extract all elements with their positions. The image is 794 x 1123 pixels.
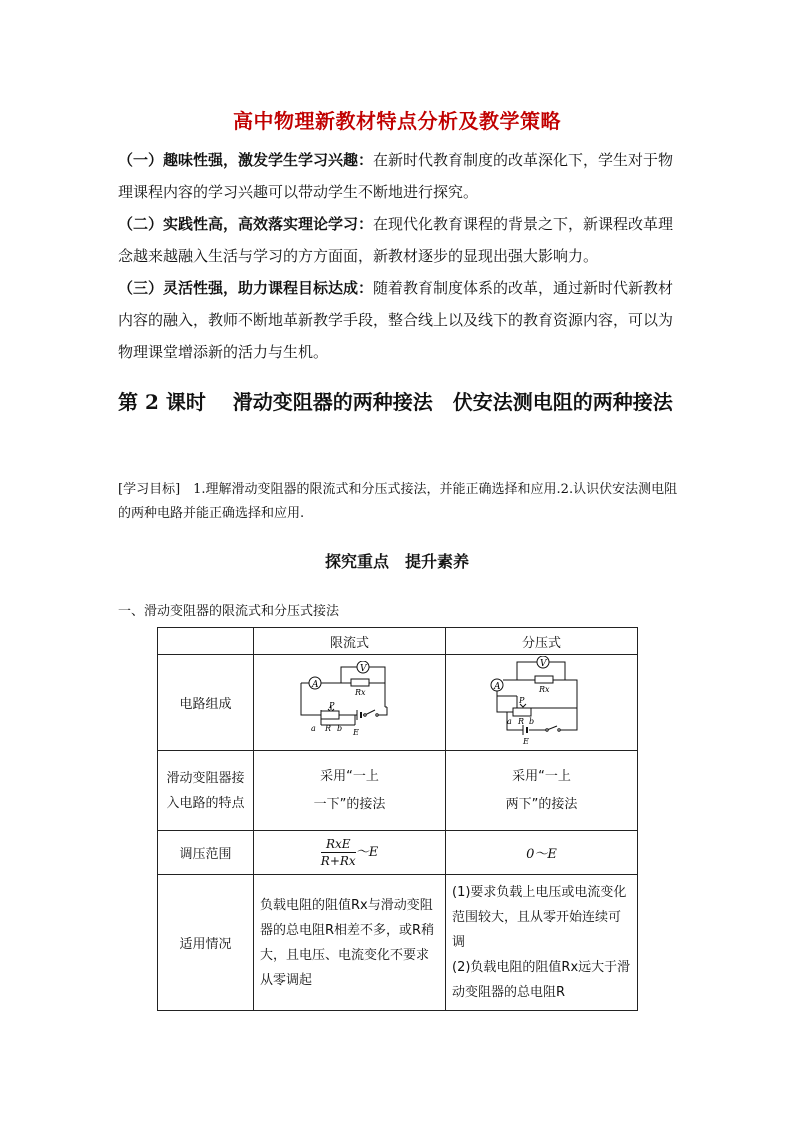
header-divider: 分压式 xyxy=(446,628,638,655)
b-label-2: b xyxy=(528,716,534,726)
limit-usage-cell: 负载电阻的阻值Rx与滑动变阻器的总电阻R相差不多，或R稍大，且电压、电流变化不要求从零调起 xyxy=(254,875,446,1011)
row-label-features: 滑动变阻器接入电路的特点 xyxy=(158,751,254,831)
limit-features-cell xyxy=(254,751,446,831)
table-row-features xyxy=(158,751,638,831)
limit-features-line-1: 采用“一上 xyxy=(320,768,379,784)
p-label: P xyxy=(328,700,334,710)
a-label: a xyxy=(310,723,316,733)
feature-text-1: 在新时代教育制度的改革深化下，学生对于物理课程内容的学习兴趣可以带动学生不断地进行探究。 xyxy=(118,151,674,201)
voltmeter-label-2: V xyxy=(539,658,546,669)
divider-circuit-cell xyxy=(446,655,638,751)
rx-label-2: Rx xyxy=(538,684,550,694)
feature-heading-1: （一）趣味性强，激发学生学习兴趣： xyxy=(118,151,374,169)
a-label-2: a xyxy=(506,716,512,726)
row-label-range: 调压范围 xyxy=(158,831,254,875)
rx-label: Rx xyxy=(354,687,366,697)
feature-text-3: 随着教育制度体系的改革，通过新时代新教材内容的融入，教师不断地革新教学手段，整合线上以及线下的教育资源内容，可以为物理课堂增添新的活力与生机。 xyxy=(118,279,674,361)
voltmeter-label: V xyxy=(359,663,366,674)
limit-range-suffix: ～E xyxy=(355,845,379,860)
limit-circuit-cell xyxy=(254,655,446,751)
r-label-2: R xyxy=(517,716,524,726)
divider-features-line-2: 两下”的接法 xyxy=(505,796,578,812)
limit-circuit-diagram xyxy=(295,661,405,741)
divider-features-cell xyxy=(446,751,638,831)
document-title: 高中物理新教材特点分析及教学策略 xyxy=(233,109,561,133)
divider-range-cell: 0～E xyxy=(446,831,638,875)
learning-goals: [学习目标] 1.理解滑动变阻器的限流式和分压式接法，并能正确选择和应用.2.认识伏安法测电阻的两种电路并能正确选择和应用. xyxy=(118,482,678,521)
table-header-row xyxy=(158,628,638,655)
header-empty xyxy=(158,628,254,655)
ammeter-label: A xyxy=(311,679,318,690)
limit-range-cell xyxy=(254,831,446,875)
ammeter-label-2: A xyxy=(493,681,500,692)
subheading: 一、滑动变阻器的限流式和分压式接法 xyxy=(118,604,340,619)
divider-features-line-1: 采用“一上 xyxy=(512,768,571,784)
p-label-2: P xyxy=(518,695,524,705)
e-label-2: E xyxy=(522,736,529,746)
divider-circuit-diagram xyxy=(487,656,597,746)
b-label: b xyxy=(336,723,342,733)
feature-text-2: 在现代化教育课程的背景之下，新课程改革理念越来越融入生活与学习的方方面面，新教材逐步的显现出强大影响力。 xyxy=(118,215,674,265)
limit-features-line-2: 一下”的接法 xyxy=(313,796,386,812)
feature-paragraph-2 xyxy=(118,208,683,272)
divider-usage-cell xyxy=(446,875,638,1011)
feature-paragraph-1 xyxy=(118,144,683,208)
r-label: R xyxy=(324,723,331,733)
comparison-table xyxy=(157,627,638,1011)
feature-heading-2: （二）实践性高，高效落实理论学习： xyxy=(118,215,374,233)
limit-range-numerator: RxE xyxy=(321,836,356,853)
table-row-range xyxy=(158,831,638,875)
limit-range-fraction xyxy=(321,836,356,869)
lesson-title: 第 2 课时 滑动变阻器的两种接法 伏安法测电阻的两种接法 xyxy=(118,390,673,414)
table-row-usage xyxy=(158,875,638,1011)
header-limit: 限流式 xyxy=(254,628,446,655)
divider-usage-1: (1)要求负载上电压或电流变化范围较大，且从零开始连续可调 xyxy=(452,885,627,950)
feature-heading-3: （三）灵活性强，助力课程目标达成： xyxy=(118,279,374,297)
e-label: E xyxy=(352,727,359,737)
table-row-circuit xyxy=(158,655,638,751)
row-label-usage: 适用情况 xyxy=(158,875,254,1011)
row-label-circuit: 电路组成 xyxy=(158,655,254,751)
divider-usage-2: (2)负载电阻的阻值Rx远大于滑动变阻器的总电阻R xyxy=(452,960,631,1000)
feature-paragraph-3 xyxy=(118,272,683,368)
section-heading: 探究重点 提升素养 xyxy=(324,552,469,571)
limit-range-denominator: R+Rx xyxy=(320,854,356,868)
